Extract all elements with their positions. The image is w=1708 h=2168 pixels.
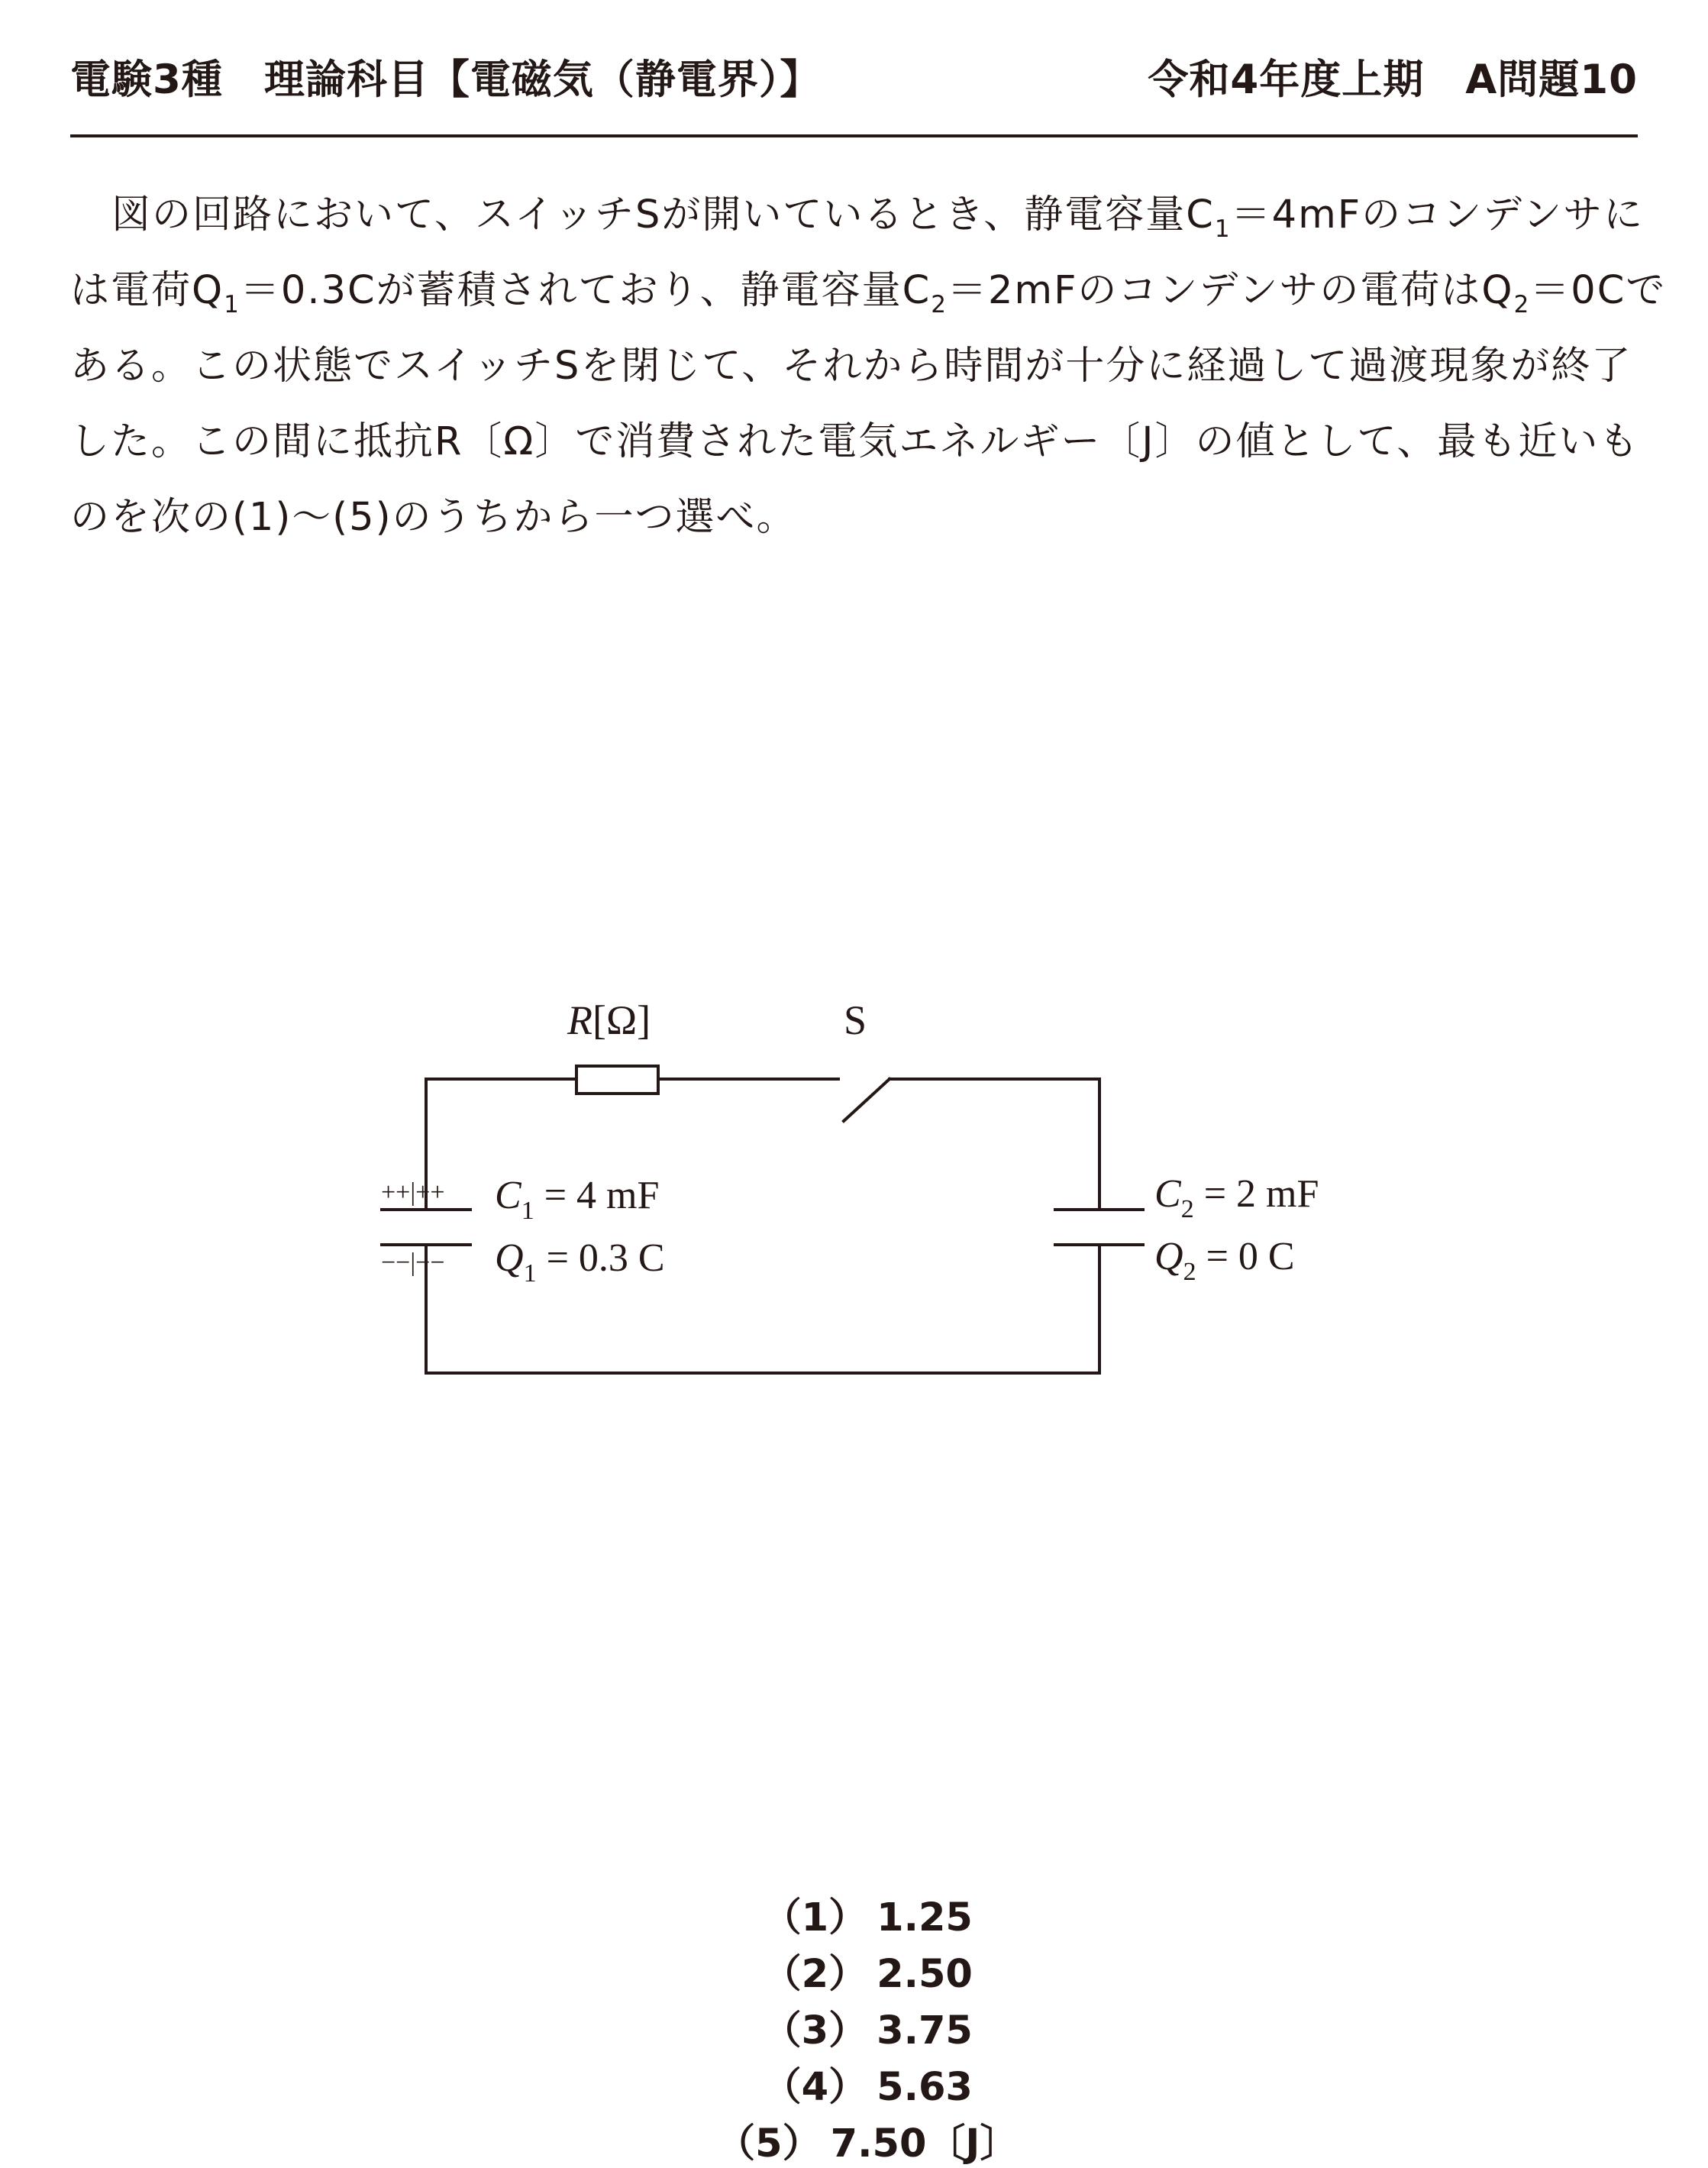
- circuit-diagram: [0, 977, 1708, 1405]
- q2-label: $Q_2 = 0$ C: [1154, 1235, 1295, 1286]
- subject-title: 電験3種 理論科目【電磁気（静電界）】: [70, 57, 822, 103]
- choice-1[interactable]: （1） 1.25: [762, 1895, 973, 1940]
- c1-minus-charges: −−|−−: [381, 1249, 445, 1277]
- question-line-4: した。この間に抵抗R〔Ω〕で消費された電気エネルギー〔J〕の値として、最も近いも: [70, 419, 1640, 464]
- c1-label: $C_1 = 4$ mF: [495, 1174, 660, 1225]
- choice-3[interactable]: （3） 3.75: [762, 2008, 973, 2053]
- question-text: [70, 177, 1667, 555]
- choice-4[interactable]: （4） 5.63: [762, 2065, 973, 2110]
- question-line-1: 図の回路において、スイッチSが開いているとき、静電容量$C_1=4mF$のコンデンサに: [111, 192, 1645, 243]
- choice-5[interactable]: （5） 7.50〔J〕: [716, 2121, 1019, 2166]
- switch-blade: [844, 1079, 890, 1121]
- resistor-label: R[Ω]: [567, 997, 651, 1043]
- question-line-3: ある。この状態でスイッチSを閉じて、それから時間が十分に経過して過渡現象が終了: [70, 344, 1632, 389]
- exam-label: 令和4年度上期 A問題10: [1148, 57, 1638, 103]
- switch-label: S: [844, 997, 867, 1043]
- question-line-5: のを次の(1)～(5)のうちから一つ選べ。: [70, 495, 797, 540]
- resistor: [576, 1066, 658, 1094]
- c2-label: $C_2 = 2$ mF: [1154, 1172, 1319, 1223]
- page-header: [70, 47, 1638, 105]
- header-divider: [70, 134, 1638, 137]
- question-line-2: は電荷$Q_1=0.3C$が蓄積されており、静電容量$C_2=2mF$のコンデンサの電荷は$Q_2=0C$で: [70, 268, 1667, 318]
- choice-2[interactable]: （2） 2.50: [762, 1952, 973, 1997]
- q1-label: $Q_1 = 0.3$ C: [495, 1236, 665, 1288]
- c1-plus-charges: ++|++: [381, 1178, 445, 1207]
- answer-choices: [0, 1840, 1708, 2168]
